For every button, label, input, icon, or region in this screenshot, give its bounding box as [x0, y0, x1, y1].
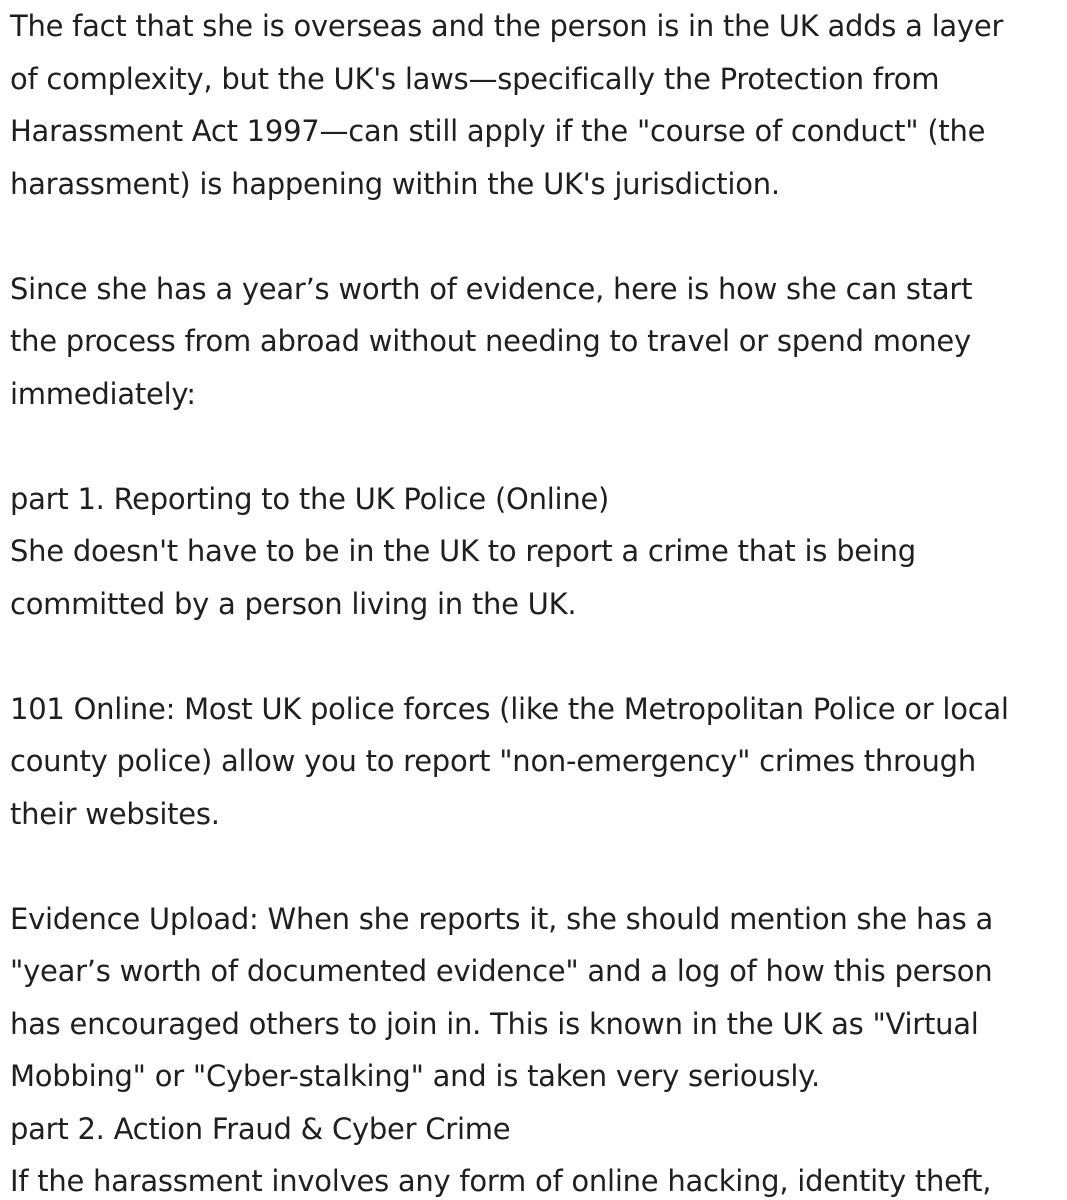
text-line: the process from abroad without needing to travel or spend money: [10, 324, 971, 358]
text-line: 101 Online: Most UK police forces (like the Metropolitan Police or local: [10, 691, 1009, 726]
paragraph-101-online: [10, 683, 1060, 841]
text-line: Evidence Upload: When she reports it, she should mention she has a: [10, 901, 993, 936]
text-line: She doesn't have to be in the UK to report a crime that is being: [10, 534, 916, 568]
paragraph-gap: [10, 420, 1060, 473]
text-line: Harassment Act 1997—can still apply if the "course of conduct" (the: [10, 114, 986, 148]
text-line: immediately:: [10, 376, 196, 411]
section-heading-part-2: part 2. Action Fraud & Cyber Crime: [10, 1111, 511, 1146]
text-line: "year’s worth of documented evidence" and a log of how this person: [10, 954, 993, 988]
paragraph-gap: [10, 840, 1060, 893]
section-part-1: [10, 473, 1060, 631]
text-line: Since she has a year’s worth of evidence, here is how she can start: [10, 271, 973, 306]
paragraph-evidence-upload: [10, 893, 1060, 1103]
paragraph-gap: [10, 210, 1060, 263]
text-line: has encouraged others to join in. This is known in the UK as "Virtual: [10, 1006, 979, 1041]
paragraph-gap: [10, 630, 1060, 683]
section-part-2: [10, 1103, 1060, 1200]
text-line: The fact that she is overseas and the person is in the UK adds a layer: [10, 9, 1004, 43]
document-body: [10, 0, 1060, 1200]
paragraph-jurisdiction: [10, 0, 1060, 210]
text-line: Mobbing" or "Cyber-stalking" and is taken very seriously.: [10, 1059, 820, 1093]
paragraph-start-process: [10, 263, 1060, 421]
section-heading-part-1: part 1. Reporting to the UK Police (Online): [10, 481, 610, 516]
text-line: of complexity, but the UK's laws—specifically the Protection from: [10, 61, 940, 96]
text-line: their websites.: [10, 796, 220, 831]
text-line: harassment) is happening within the UK's jurisdiction.: [10, 166, 780, 201]
text-line: county police) allow you to report "non-emergency" crimes through: [10, 744, 976, 778]
text-line: committed by a person living in the UK.: [10, 586, 577, 621]
text-line: If the harassment involves any form of online hacking, identity theft,: [10, 1164, 992, 1198]
